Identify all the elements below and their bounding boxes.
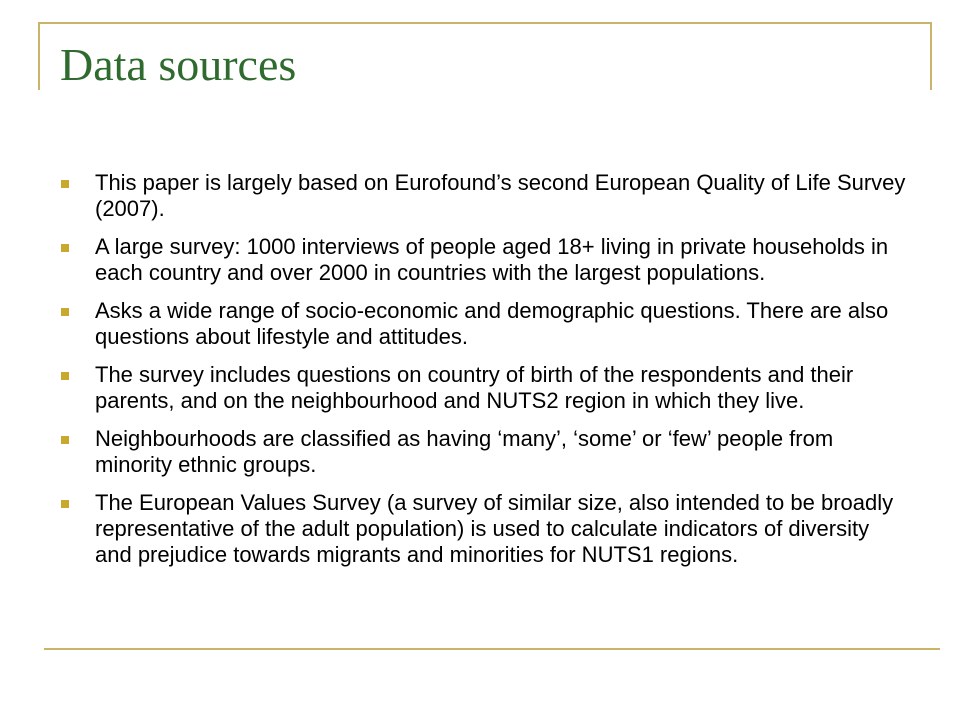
right-rule [930,22,932,90]
bullet-text: The European Values Survey (a survey of similar size, also intended to be broadly representative of the adult population) is used to calculate indicators of diversity and prejudice towards migrants and minorities for NUTS1 regions. [95,490,894,567]
bullet-text: A large survey: 1000 interviews of people aged 18+ living in private households in each country and over 2000 in countries with the largest populations. [95,234,889,285]
bullet-text: This paper is largely based on Eurofound’s second European Quality of Life Survey (2007). [95,170,906,221]
bullet-text: The survey includes questions on country of birth of the respondents and their parents, and on the neighbourhood and NUTS2 region in which they live. [95,362,854,413]
bullet-item [60,234,910,286]
square-bullet-icon [61,500,69,508]
bullet-item [60,298,910,350]
square-bullet-icon [61,436,69,444]
square-bullet-icon [61,180,69,188]
bullet-text: Neighbourhoods are classified as having ‘many’, ‘some’ or ‘few’ people from minority ethnic groups. [95,426,834,477]
top-rule [38,22,932,24]
left-rule [38,22,40,90]
bullet-item [60,362,910,414]
bullet-item [60,490,910,568]
bullet-item [60,426,910,478]
slide-title: Data sources [60,39,297,90]
bottom-rule [44,648,940,650]
bullet-list [60,170,910,580]
square-bullet-icon [61,308,69,316]
square-bullet-icon [61,372,69,380]
bullet-item [60,170,910,222]
bullet-text: Asks a wide range of socio-economic and demographic questions. There are also questions about lifestyle and attitudes. [95,298,889,349]
square-bullet-icon [61,244,69,252]
